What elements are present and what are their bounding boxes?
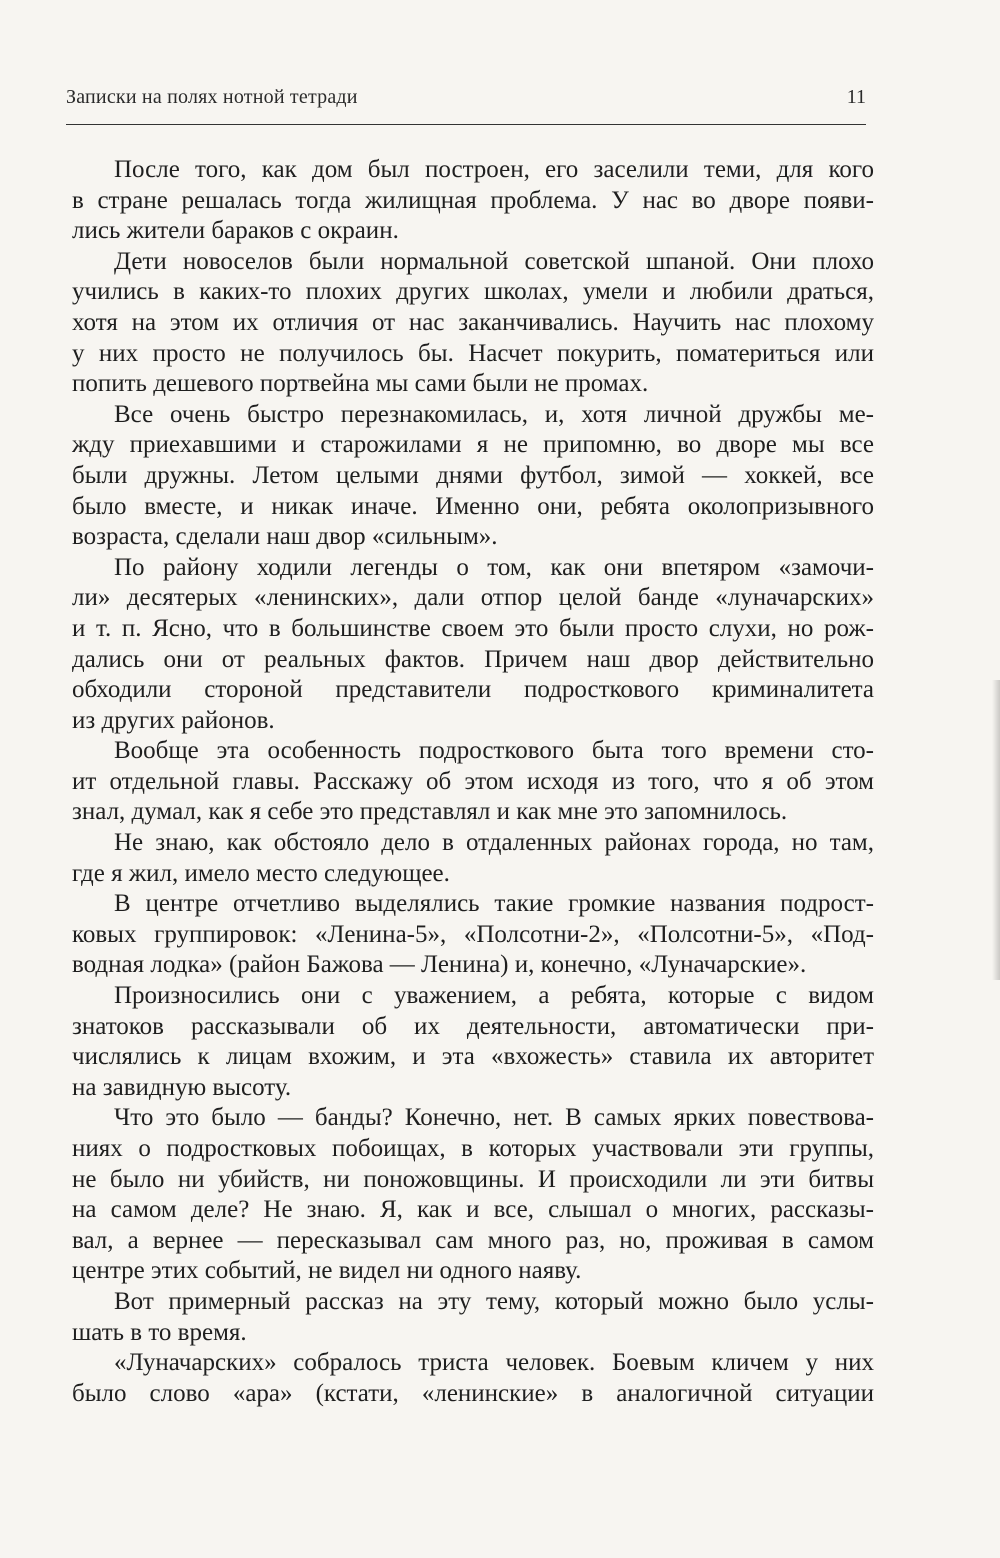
page-edge-shadow — [992, 680, 1000, 980]
paragraph — [72, 828, 874, 889]
body-text — [72, 155, 874, 1409]
text-line: знатоков рассказывали об их деятельности, автоматически при- — [72, 1012, 874, 1040]
text-line: водная лодка» (район Бажова — Ленина) и, конечно, «Луначарские». — [72, 951, 807, 979]
text-line: Вот примерный рассказ на эту тему, который можно было услы- — [114, 1287, 874, 1315]
running-head — [66, 86, 866, 122]
text-line: на самом деле? Не знаю. Я, как и все, слышал о многих, рассказы- — [72, 1196, 874, 1224]
paragraph — [72, 889, 874, 981]
header-rule — [66, 124, 866, 125]
text-line: центре этих событий, не видел ни одного наяву. — [72, 1257, 582, 1285]
paragraph — [72, 736, 874, 828]
text-line: После того, как дом был построен, его заселили теми, для кого — [114, 156, 874, 183]
paragraph — [72, 553, 874, 737]
text-line: жду приехавшими и старожилами я не припомню, во дворе мы все — [72, 431, 874, 459]
text-line: у них просто не получилось бы. Насчет покурить, поматериться или — [72, 339, 874, 367]
running-title: Записки на полях нотной тетради — [66, 86, 358, 108]
paragraph — [72, 981, 874, 1103]
text-line: вал, а вернее — пересказывал сам много раз, но, проживая в самом — [72, 1226, 874, 1254]
text-line: и т. п. Ясно, что в большинстве своем это были просто слухи, но рож- — [72, 614, 874, 642]
text-line: в стране решалась тогда жилищная проблема. У нас во дворе появи- — [72, 186, 874, 214]
text-line: ниях о подростковых побоищах, в которых участвовали эти группы, — [72, 1135, 874, 1162]
text-line: В центре отчетливо выделялись такие громкие названия подрост- — [114, 890, 874, 918]
text-line: По району ходили легенды о том, как они впетяром «замочи- — [114, 553, 874, 581]
paragraph — [72, 400, 874, 553]
text-line: лись жители бараков с окраин. — [72, 217, 399, 245]
paragraph — [72, 1103, 874, 1287]
text-line: дались они от реальных фактов. Причем наш двор действительно — [72, 645, 874, 673]
text-line: Все очень быстро перезнакомилась, и, хотя личной дружбы ме- — [114, 400, 874, 428]
text-line: Что это было — банды? Конечно, нет. В самых ярких повествова- — [114, 1104, 874, 1132]
text-line: где я жил, имело место следующее. — [72, 859, 450, 887]
text-line: возраста, сделали наш двор «сильным». — [72, 523, 498, 551]
text-line: ли» десятерых «ленинских», дали отпор целой банде «луначарских» — [72, 584, 874, 612]
paragraph — [72, 155, 874, 247]
text-line: не было ни убийств, ни поножовщины. И происходили ли эти битвы — [72, 1165, 874, 1193]
text-line: знал, думал, как я себе это представлял и как мне это запомнилось. — [72, 798, 788, 826]
text-line: обходили стороной представители подросткового криминалитета — [72, 676, 874, 704]
text-line: Произносились они с уважением, а ребята, которые с видом — [114, 982, 874, 1010]
text-line: было слово «ара» (кстати, «ленинские» в аналогичной ситуации — [72, 1379, 874, 1407]
paragraph — [72, 1348, 874, 1409]
page-number: 11 — [846, 86, 866, 108]
text-line: учились в каких-то плохих других школах, умели и любили драться, — [72, 278, 874, 306]
text-line: были дружны. Летом целыми днями футбол, зимой — хоккей, все — [72, 461, 874, 489]
text-line: Вообще эта особенность подросткового быта того времени сто- — [114, 737, 874, 765]
text-line: «Луначарских» собралось триста человек. Боевым кличем у них — [114, 1349, 874, 1377]
text-line: на завидную высоту. — [72, 1073, 292, 1101]
text-line: Дети новоселов были нормальной советской шпаной. Они плохо — [114, 247, 874, 275]
text-line: ковых группировок: «Ленина-5», «Полсотни-2», «Полсотни-5», «Под- — [72, 920, 874, 948]
text-line: хотя на этом их отличия от нас заканчивались. Научить нас плохому — [72, 308, 874, 336]
text-line: шать в то время. — [72, 1318, 247, 1346]
text-line: Не знаю, как обстояло дело в отдаленных районах города, но там, — [114, 829, 874, 857]
text-line: ит отдельной главы. Расскажу об этом исходя из того, что я об этом — [72, 767, 874, 795]
paragraph — [72, 247, 874, 400]
text-line: из других районов. — [72, 706, 275, 734]
text-line: числялись к лицам вхожим, и эта «вхожесть» ставила их авторитет — [72, 1043, 874, 1071]
text-line: было вместе, и никак иначе. Именно они, ребята околопризывного — [72, 492, 874, 520]
paragraph — [72, 1287, 874, 1348]
text-line: попить дешевого портвейна мы сами были не промах. — [72, 370, 649, 398]
